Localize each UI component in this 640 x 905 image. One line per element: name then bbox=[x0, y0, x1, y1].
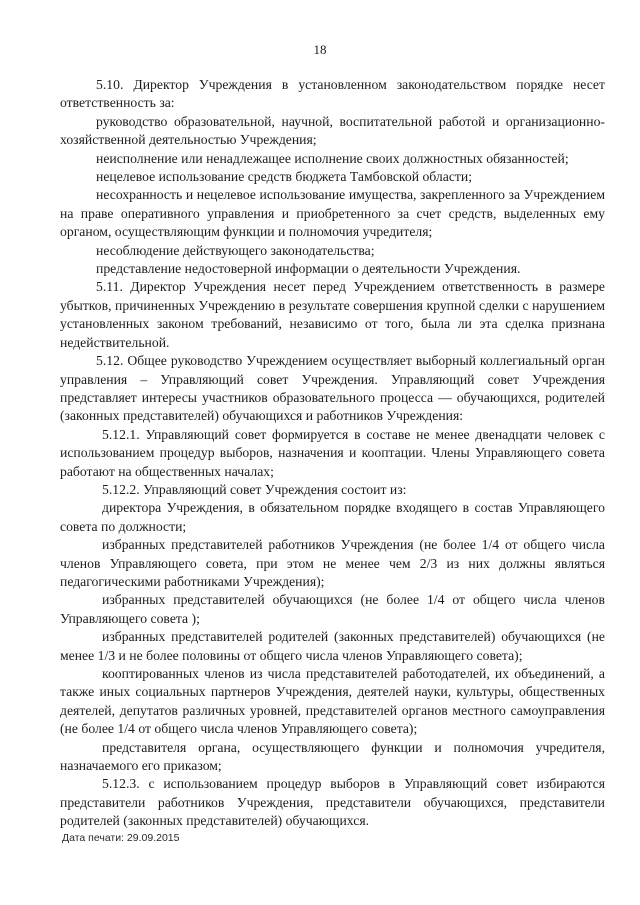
list-item-students: избранных представителей обучающихся (не более 1/4 от общего числа членов Управляющего совета ); bbox=[60, 592, 605, 626]
document-body bbox=[60, 76, 605, 831]
list-item-management: руководство образовательной, научной, воспитательной работой и организационно-хозяйственной деятельностью Учреждения; bbox=[60, 113, 605, 148]
list-item-law: несоблюдение действующего законодательства; bbox=[96, 242, 375, 258]
list-item-coopted: кооптированных членов из числа представителей работодателей, их объединений, а также иных социальных партнеров Учреждения, деятелей науки, культуры, общественных деятелей, депутатов различных уровней, представителей органов местного самоуправления (не более 1/4 от общего числа членов Управляющего совета); bbox=[60, 666, 605, 737]
list-item-founder-rep: представителя органа, осуществляющего функции и полномочия учредителя, назначаемого его приказом; bbox=[60, 739, 605, 774]
list-item-budget: нецелевое использование средств бюджета Тамбовской области; bbox=[96, 169, 473, 185]
page-number: 18 bbox=[313, 42, 327, 57]
list-item-workers: избранных представителей работников Учреждения (не более 1/4 от общего числа членов Управляющего совета, при этом не менее чем 2/3 из них должны являться педагогическими работниками Учреждения); bbox=[60, 537, 605, 589]
paragraph-5-11: 5.11. Директор Учреждения несет перед Учреждением ответственность в размере убытков, причиненных Учреждению в результате совершения крупной сделки с нарушением установленных законом требований, независимо от того, была ли эта сделка признана недействительной. bbox=[60, 279, 605, 350]
list-item-director: директора Учреждения, в обязательном порядке входящего в состав Управляющего совета по должности; bbox=[60, 500, 605, 534]
list-item-duties: неисполнение или ненадлежащее исполнение своих должностных обязанностей; bbox=[96, 150, 569, 166]
paragraph-5-12: 5.12. Общее руководство Учреждением осуществляет выборный коллегиальный орган управления – Управляющий совет Учреждения. Управляющий совет Учреждения представляет интересы участников образовательного процесса — обучающихся, родителей (законных представителей) обучающихся и работников Учреждения: bbox=[60, 353, 605, 424]
print-date-footer: Дата печати: 29.09.2015 bbox=[62, 832, 180, 844]
list-item-property: несохранность и нецелевое использование имущества, закрепленного за Учреждением на праве оперативного управления и приобретенного за счет средств, выделенных ему органом, осуществляющим функции и полномочия учредителя; bbox=[60, 187, 605, 240]
paragraph-5-12-3: 5.12.3. с использованием процедур выборов в Управляющий совет избираются представители работников Учреждения, представители обучающихся, представители родителей (законных представителей) обучающихся. bbox=[60, 776, 605, 829]
paragraph-5-10: 5.10. Директор Учреждения в установленном законодательством порядке несет ответственность за: bbox=[60, 77, 605, 111]
paragraph-5-12-1: 5.12.1. Управляющий совет формируется в составе не менее двенадцати человек с использованием процедур выборов, назначения и кооптации. Члены Управляющего совета работают на общественных началах; bbox=[60, 426, 605, 479]
list-item-parents: избранных представителей родителей (законных представителей) обучающихся (не менее 1/3 и не более половины от общего числа членов Управляющего совета); bbox=[60, 629, 605, 663]
list-item-information: представление недостоверной информации о деятельности Учреждения. bbox=[96, 261, 521, 277]
paragraph-5-12-2: 5.12.2. Управляющий совет Учреждения состоит из: bbox=[102, 481, 407, 497]
